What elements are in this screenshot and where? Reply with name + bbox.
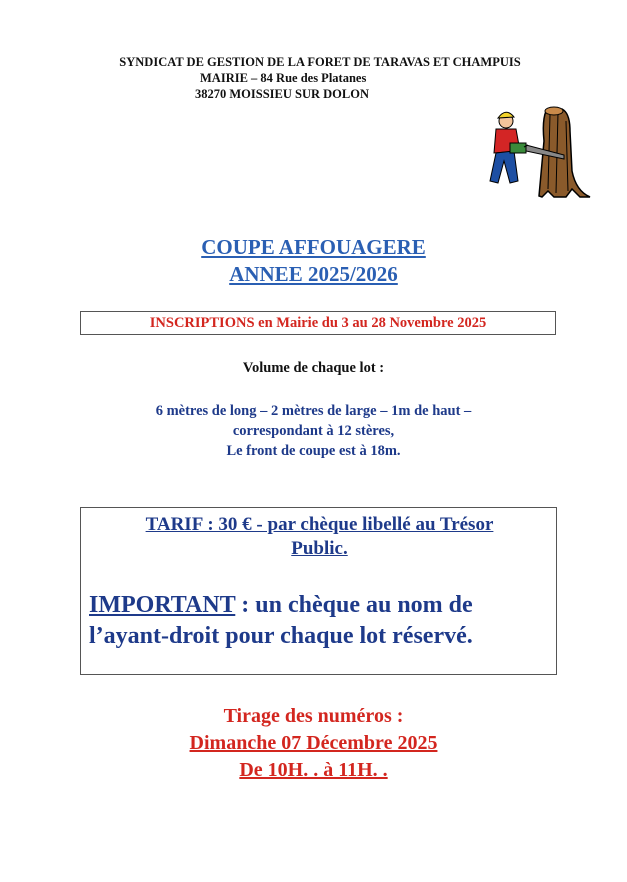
tarif-line1: TARIF : 30 € - par chèque libellé au Trésor xyxy=(145,514,494,535)
tirage-block xyxy=(0,703,627,784)
header-block xyxy=(60,54,580,102)
important-line2: l’ayant-droit pour chaque lot réservé. xyxy=(89,623,473,649)
tarif-important-box xyxy=(80,507,557,675)
volume-dimensions: 6 mètres de long – 2 mètres de large – 1m de haut – xyxy=(155,403,472,419)
volume-steres: correspondant à 12 stères, xyxy=(232,423,395,439)
volume-front-coupe: Le front de coupe est à 18m. xyxy=(226,443,401,459)
header-city: 38270 MOISSIEU SUR DOLON xyxy=(195,87,369,101)
tarif-line2: Public. xyxy=(291,538,348,559)
tirage-heading: Tirage des numéros : xyxy=(223,705,404,727)
tarif-text xyxy=(91,513,548,561)
important-label: IMPORTANT xyxy=(89,592,236,618)
header-mairie-address: MAIRIE – 84 Rue des Platanes xyxy=(200,71,367,85)
important-text: : un chèque au nom de xyxy=(235,592,473,618)
volume-description xyxy=(0,401,627,461)
inscriptions-banner: INSCRIPTIONS en Mairie du 3 au 28 Novembre 2025 xyxy=(80,311,556,335)
title-line-coupe: COUPE AFFOUAGERE xyxy=(201,235,426,259)
header-syndicat: SYNDICAT DE GESTION DE LA FORET DE TARAVAS ET CHAMPUIS xyxy=(119,55,521,69)
tirage-hours: De 10H. . à 11H. . xyxy=(239,759,388,781)
important-notice xyxy=(89,590,554,652)
title-line-annee: ANNEE 2025/2026 xyxy=(229,262,398,286)
volume-heading: Volume de chaque lot : xyxy=(242,360,385,376)
tirage-date: Dimanche 07 Décembre 2025 xyxy=(189,732,438,754)
page-title xyxy=(0,234,627,288)
lumberjack-chainsaw-tree-icon xyxy=(484,101,594,201)
